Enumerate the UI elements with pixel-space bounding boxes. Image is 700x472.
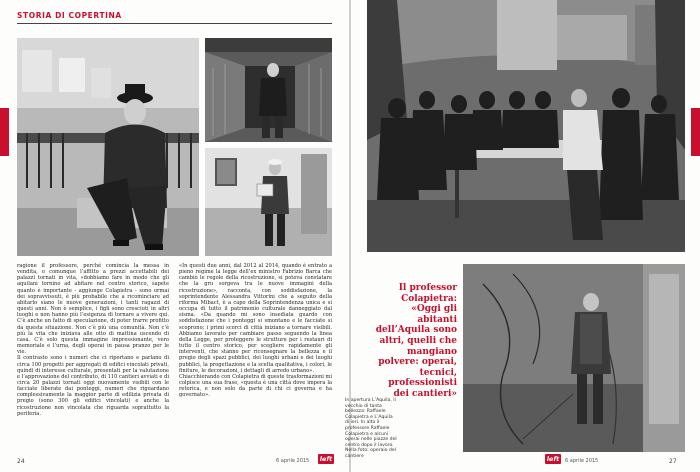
body-column-1 <box>17 263 169 417</box>
photo-caption: In apertura L’Aquila, il vecchio di tanta bellezza: Raffaele Colapietra e L’Aquila di ieri. In alto il professore Raffaele Colapietra e alcuni operai nelle piazze del centro dopo il lavoro. Nella foto: operaio del cantiere <box>345 398 397 459</box>
pull-quote: Il professor Colapietra: «Oggi gli abitanti dell’Aquila sono altri, quelli che mangiano polvere: operai, tecnici, professionisti dei cantieri» <box>375 283 457 399</box>
photo-worker-corridor <box>205 38 332 142</box>
magazine-logo: left <box>319 455 333 463</box>
section-edge-tab <box>691 108 700 156</box>
issue-date-left: 6 aprile 2015 <box>276 458 310 464</box>
right-page <box>345 0 700 472</box>
section-edge-tab <box>0 108 9 156</box>
body-column-2-text: «In questi due anni, dal 2012 al 2014, quando è entrato a pieno regime la legge dell’ex ministro Fabrizio Barca che cambiò le regole della ricostruzione, si poteva constatare che la gru sorgeva tra le nuove immagini della ricostruzione», racconta, con soddisfazione, la soprintendente Alessandra Vittorini che a seguito della riforma Mibact, è a capo della Soprintendenza unica e si occupa di tutto il patrimonio culturale danneggiato dal sisma. «Da quando mi sono insediata guardo con soddisfazione che i ponteggi si smontano e le facciate si scoprono; i primi scorci di città iniziano a tornare visibili. Abbiamo lavorato per cambiare passo seguendo la linea della Legge, per proteggere le strutture per i restauri di tutto il centro storico, per scegliere rapidamente gli interventi, che stanno per riconsegnare la bellezza e il pregio degli spazi pubblici, dei luoghi urbani e dei luoghi pubblici, la progettazione e la scelta qualitativa, i colori, le finiture, le decorazioni, i dettagli di arredo urbano». <box>179 263 332 374</box>
body-column-1-text-b: Il contrasto sono i numeri che ci riportano e parlano di circa 100 progetti per aggregati di edifici vincolati privati, quindi di interesse culturale, presentati per la valutazione e l’approvazione del contributo, di 110 cantieri avviati e di circa 20 palazzi tornati oggi nuovamente visibili con le facciate liberate dai ponteggi, numeri che riguardano complessivamente la maggior parte di edilizia privata di pregio (sono 300 gli edifici vincolati) e anche la ricostruzione non vincolata che riguarda soprattutto la periferia. <box>17 355 169 417</box>
issue-date-right: 6 aprile 2015 <box>565 458 599 464</box>
magazine-logo: left <box>546 455 560 463</box>
photo-worker-bricks <box>205 148 332 256</box>
folio-left: 24 <box>17 458 25 465</box>
photo-professor-studio <box>463 264 685 452</box>
body-column-1-text: ragione il professore, perché comincia la messa in vendita, o comunque l’affitto a prezzi accettabili dei palazzi tornati in vita, «dobbiamo fare in modo che gli aquilani tornino ad abitare nel centro storico, sapete quanto è importante - aggiunge Colapietra - sono ormai dei sopravvissuti, è più probabile che a ricominciare ad abitarlo siano le nuove generazioni, i tanti ragazzi di questi anni. Non è semplice, i figli sono cresciuti in altri luoghi e non hanno più l’esigenza di tornare a vivere qui. C’è anche un fatto di speculazione, di poter trarre profitto da questa situazione. Non c’è più una comunità. Non c’è più la vita che iniziava alle otto di mattina uscendo di casa. C’è solo questa immagine impressionante, vero memoriale e l’urna, degli operai in pausa pranzo per le vie. <box>17 263 169 356</box>
body-column-2 <box>179 263 332 398</box>
section-rule <box>17 23 332 24</box>
body-column-2-text-b: Chiacchierando con Colapietra di queste trasformazioni mi colpisce una sua frase, «questa è una città dove impera la retorica, e non solo da parte di chi ci governa e ha governato». <box>179 373 332 399</box>
photo-professor-seated <box>17 38 199 256</box>
photo-workers-lunch <box>367 0 685 252</box>
left-page <box>0 0 349 472</box>
section-label: STORIA DI COPERTINA <box>17 11 122 20</box>
folio-right: 27 <box>669 458 677 465</box>
